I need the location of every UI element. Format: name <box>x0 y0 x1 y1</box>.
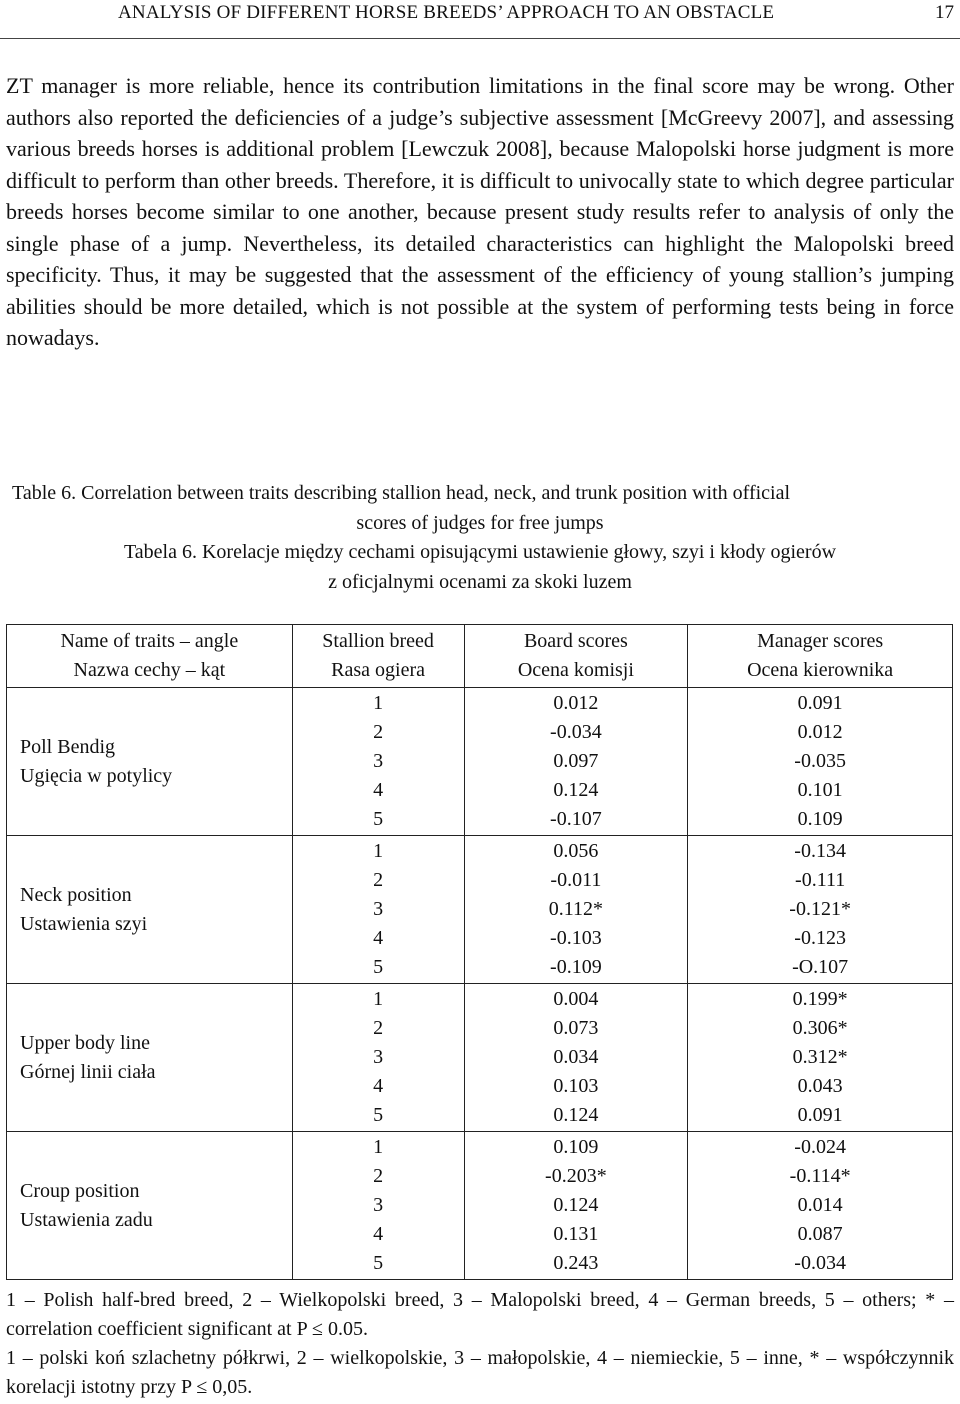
trait-cell <box>7 836 293 984</box>
header-breed-pl: Rasa ogiera <box>331 659 426 681</box>
board-value: 0.004 <box>553 988 599 1010</box>
breed-value: 1 <box>373 1136 384 1158</box>
manager-value: 0.306* <box>792 1017 848 1039</box>
manager-value: 0.199* <box>792 988 848 1010</box>
board-value: -0.109 <box>550 956 602 978</box>
breed-value: 4 <box>373 927 384 949</box>
breed-value: 1 <box>373 692 384 714</box>
breed-value: 3 <box>373 1046 384 1068</box>
manager-value: -0.123 <box>794 927 846 949</box>
manager-value: -0.024 <box>794 1136 846 1158</box>
manager-value: 0.101 <box>797 779 843 801</box>
table-row <box>7 688 953 836</box>
page-header <box>0 0 960 39</box>
manager-value: -O.107 <box>792 956 849 978</box>
board-cell <box>464 836 688 984</box>
board-value: 0.124 <box>553 1104 599 1126</box>
table-row <box>7 1132 953 1280</box>
manager-value: -0.134 <box>794 840 846 862</box>
manager-cell <box>688 1132 953 1280</box>
board-value: 0.109 <box>553 1136 599 1158</box>
header-board-pl: Ocena komisji <box>517 659 634 681</box>
breed-cell <box>292 836 464 984</box>
correlation-table <box>6 624 953 1280</box>
breed-value: 3 <box>373 1194 384 1216</box>
board-value: -0.034 <box>550 721 602 743</box>
breed-value: 5 <box>373 956 384 978</box>
manager-value: 0.012 <box>797 721 843 743</box>
header-breed-en: Stallion breed <box>322 630 434 652</box>
trait-pl: Ugięcia w potylicy <box>20 764 173 787</box>
breed-value: 1 <box>373 840 384 862</box>
board-cell <box>464 688 688 836</box>
manager-cell <box>688 688 953 836</box>
breed-value: 5 <box>373 808 384 830</box>
breed-value: 3 <box>373 750 384 772</box>
board-cell <box>464 1132 688 1280</box>
board-value: -0.107 <box>550 808 602 830</box>
header-breed <box>292 625 464 688</box>
running-title: ANALYSIS OF DIFFERENT HORSE BREEDS’ APPROACH TO AN OBSTACLE <box>118 2 775 23</box>
footnote-pl: 1 – polski koń szlachetny półkrwi, 2 – wielkopolskie, 3 – małopolskie, 4 – niemieckie, 5 – inne, * – współczynnik korelacji istotny przy P ≤ 0,05. <box>6 1347 954 1398</box>
trait-en: Neck position <box>20 883 132 906</box>
breed-value: 4 <box>373 779 384 801</box>
table-footnotes <box>6 1286 954 1402</box>
caption-pl-line2: z oficjalnymi ocenami za skoki luzem <box>328 570 632 593</box>
board-value: 0.124 <box>553 1194 599 1216</box>
manager-value: -0.111 <box>795 869 846 891</box>
trait-en: Poll Bendig <box>20 735 116 758</box>
header-trait-pl: Nazwa cechy – kąt <box>73 659 226 681</box>
manager-cell <box>688 984 953 1132</box>
board-value: 0.034 <box>553 1046 599 1068</box>
footnote-en: 1 – Polish half-bred breed, 2 – Wielkopolski breed, 3 – Malopolski breed, 4 – German breeds, 5 – others; * – correlation coefficient significant at P ≤ 0.05. <box>6 1289 954 1340</box>
breed-value: 2 <box>373 1165 384 1187</box>
breed-value: 4 <box>373 1223 384 1245</box>
breed-cell <box>292 1132 464 1280</box>
header-manager-en: Manager scores <box>757 630 884 652</box>
breed-value: 2 <box>373 1017 384 1039</box>
board-value: 0.056 <box>553 840 599 862</box>
caption-pl-line1: Tabela 6. Korelacje między cechami opisującymi ustawienie głowy, szyi i kłody ogierów <box>123 541 837 563</box>
trait-pl: Ustawienia szyi <box>20 912 148 935</box>
manager-value: 0.014 <box>797 1194 843 1216</box>
manager-value: -0.114* <box>789 1165 851 1187</box>
manager-value: -0.121* <box>789 898 851 920</box>
manager-value: 0.043 <box>797 1075 843 1097</box>
breed-value: 4 <box>373 1075 384 1097</box>
caption-en-line2: scores of judges for free jumps <box>356 511 604 534</box>
manager-value: 0.091 <box>797 1104 843 1126</box>
board-value: 0.112* <box>548 898 604 920</box>
page-number: 17 <box>935 2 954 23</box>
manager-value: 0.312* <box>792 1046 848 1068</box>
header-trait <box>7 625 293 688</box>
board-cell <box>464 984 688 1132</box>
trait-cell <box>7 1132 293 1280</box>
header-manager <box>688 625 953 688</box>
table-header-row <box>7 625 953 688</box>
manager-cell <box>688 836 953 984</box>
table-row <box>7 984 953 1132</box>
trait-en: Croup position <box>20 1179 140 1202</box>
header-manager-pl: Ocena kierownika <box>747 659 894 681</box>
board-value: -0.203* <box>545 1165 607 1187</box>
manager-value: 0.109 <box>797 808 843 830</box>
trait-pl: Ustawienia zadu <box>20 1208 153 1231</box>
breed-value: 5 <box>373 1104 384 1126</box>
breed-cell <box>292 984 464 1132</box>
trait-pl: Górnej linii ciała <box>20 1060 156 1083</box>
breed-value: 1 <box>373 988 384 1010</box>
manager-value: -0.034 <box>794 1252 846 1274</box>
trait-cell <box>7 688 293 836</box>
breed-value: 5 <box>373 1252 384 1274</box>
body-paragraph: ZT manager is more reliable, hence its contribution limitations in the final score may be wrong. Other authors also reported the deficiencies of a judge’s subjective assessment [McGreevy 2007], and assessing various breeds horses is additional problem [Lewczuk 2008], because Malopolski horse judgment is more difficult to perform than other breeds. Therefore, it is difficult to univocally state to which degree particular breeds horses become similar to one another, because present study results refer to analysis of only the single phase of a jump. Nevertheless, its detailed characteristics can highlight the Malopolski breed specificity. Thus, it may be suggested that the assessment of the efficiency of young stallion’s jumping abilities should be more detailed, which is not possible at the system of performing tests being in force nowadays. <box>6 73 954 350</box>
board-value: 0.097 <box>553 750 599 772</box>
board-value: 0.103 <box>553 1075 599 1097</box>
manager-value: -0.035 <box>794 750 846 772</box>
manager-value: 0.087 <box>797 1223 843 1245</box>
caption-en-line1: Table 6. Correlation between traits describing stallion head, neck, and trunk position with official <box>12 482 791 504</box>
trait-en: Upper body line <box>20 1031 150 1054</box>
breed-value: 3 <box>373 898 384 920</box>
header-board-en: Board scores <box>523 630 628 652</box>
board-value: 0.131 <box>553 1223 599 1245</box>
trait-cell <box>7 984 293 1132</box>
board-value: -0.011 <box>550 869 602 891</box>
breed-value: 2 <box>373 721 384 743</box>
breed-cell <box>292 688 464 836</box>
table-caption <box>6 479 954 597</box>
table-row <box>7 836 953 984</box>
board-value: 0.243 <box>553 1252 599 1274</box>
board-value: 0.073 <box>553 1017 599 1039</box>
header-trait-en: Name of traits – angle <box>60 630 239 652</box>
header-board <box>464 625 688 688</box>
breed-value: 2 <box>373 869 384 891</box>
board-value: 0.124 <box>553 779 599 801</box>
board-value: 0.012 <box>553 692 599 714</box>
board-value: -0.103 <box>550 927 602 949</box>
manager-value: 0.091 <box>797 692 843 714</box>
